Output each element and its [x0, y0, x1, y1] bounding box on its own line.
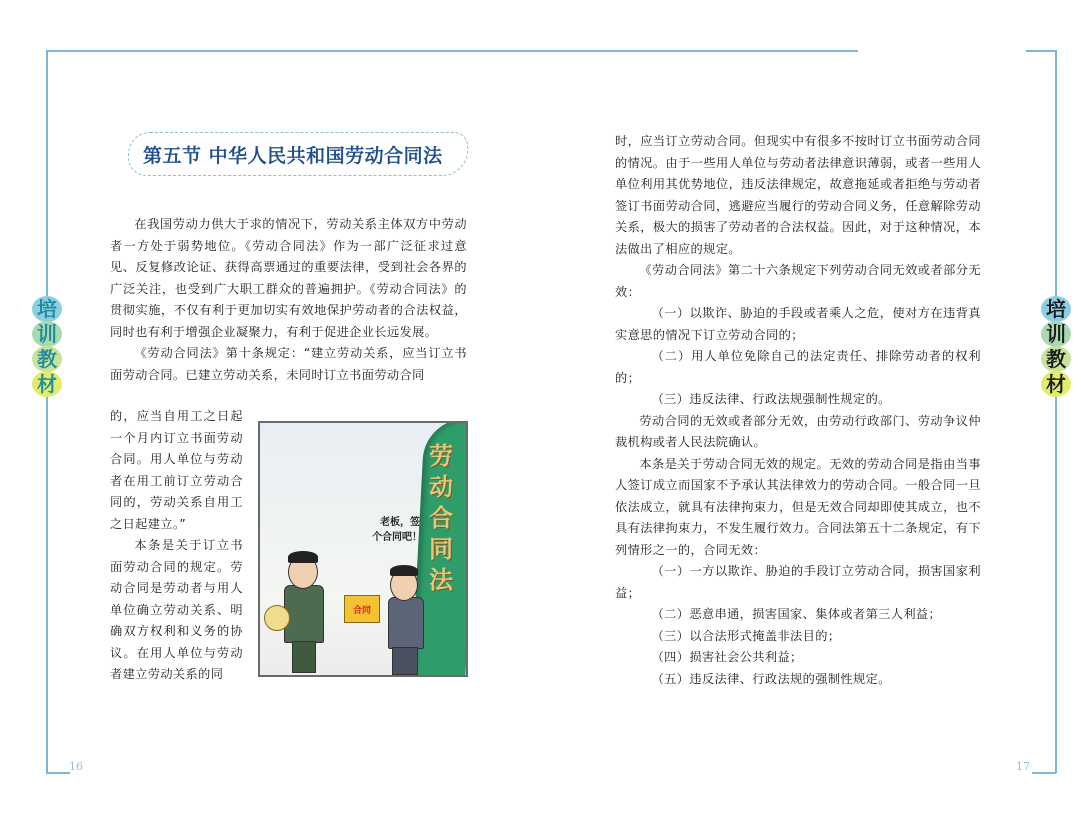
side-tab-char: 材 — [1041, 371, 1071, 397]
narrow-column-block — [110, 406, 243, 686]
frame-top-right-corner — [1026, 50, 1056, 52]
right-page-text — [615, 131, 981, 690]
frame-bottom-left-corner — [46, 772, 70, 774]
article26-intro: 《劳动合同法》第二十六条规定下列劳动合同无效或者部分无效： — [615, 263, 981, 299]
frame-top-line — [46, 50, 858, 52]
side-tab-right — [1041, 296, 1071, 396]
commentary-paragraph: 本条是关于订立书面劳动合同的规定。劳动合同是劳动者与用人单位确立劳动关系、明确双方权利和义务的协议。在用人单位与劳动者建立劳动关系的同 — [110, 538, 243, 681]
article10-paragraph: 《劳动合同法》第十条规定：“建立劳动关系，应当订立书面劳动合同。已建立劳动关系，未同时订立书面劳动合同 — [110, 346, 467, 382]
side-tab-char: 培 — [1041, 296, 1071, 322]
side-tab-char: 材 — [32, 371, 62, 397]
page-number-left: 16 — [69, 760, 83, 773]
side-tab-char: 教 — [1041, 346, 1071, 372]
section-title: 第五节 中华人民共和国劳动合同法 — [143, 144, 443, 167]
side-tab-char: 教 — [32, 346, 62, 372]
intro-paragraph-block — [110, 214, 467, 386]
intro-paragraph: 在我国劳动力供大于求的情况下，劳动关系主体双方中劳动者一方处于弱势地位。《劳动合同法》作为一部广泛征求过意见、反复修改论证、获得高票通过的重要法律，受到社会各界的广泛关注，也受到广大职工群众的普遍拥护。《劳动合同法》的贯彻实施，不仅有利于更加切实有效地保护劳动者的合法权益，同时也有利于增强企业凝聚力，有利于促进企业长远发展。 — [110, 217, 467, 339]
contract-document-icon: 合同 — [344, 595, 380, 623]
article52-item-4: （四）损害社会公共利益； — [651, 650, 803, 664]
side-tab-left — [32, 296, 62, 396]
side-tab-char: 训 — [32, 321, 62, 347]
frame-bottom-right-corner — [1032, 772, 1056, 774]
article52-item-3: （三）以合法形式掩盖非法目的； — [651, 628, 841, 643]
page-number-right: 17 — [1016, 760, 1030, 773]
speech-line-2: 个合同吧！ — [372, 532, 422, 543]
clock-icon — [264, 605, 290, 631]
article10-continuation: 的，应当自用工之日起一个月内订立书面劳动合同。用人单位与劳动者在用工前订立劳动合同的，劳动关系自用工之日起建立。” — [110, 409, 243, 531]
article26-item-2: （二）用人单位免除自己的法定责任、排除劳动者的权利的； — [615, 349, 981, 385]
commentary-paragraph-right: 本条是关于劳动合同无效的规定。无效的劳动合同是指由当事人签订成立而国家不予承认其法律效力的劳动合同。一般合同一旦依法成立，就具有法律拘束力，但是无效合同却即使其成立，也不具有法律拘束力，不发生履行效力。合同法第五十二条规定，有下列情形之一的，合同无效： — [615, 456, 981, 557]
speech-bubble — [372, 515, 422, 545]
article26-item-3: （三）违反法律、行政法规强制性规定的。 — [651, 392, 891, 406]
continuation-paragraph: 时，应当订立劳动合同。但现实中有很多不按时订立书面劳动合同的情况。由于一些用人单位与劳动者法律意识薄弱，或者一些用人单位利用其优势地位，违反法律规定，故意拖延或者拒绝与劳动者签订书面劳动合同，逃避应当履行的劳动合同义务，任意解除劳动关系，极大的损害了劳动者的合法权益。因此，对于这种情况，本法做出了相应的规定。 — [615, 134, 981, 256]
speech-line-1: 老板，签 — [380, 517, 420, 528]
frame-left-line — [46, 50, 48, 773]
section-title-box — [128, 132, 468, 176]
side-tab-char: 培 — [32, 296, 62, 322]
article52-item-1: （一）一方以欺诈、胁迫的手段订立劳动合同，损害国家利益； — [615, 564, 981, 600]
banner-text: 劳动合同法 — [429, 442, 453, 594]
article52-item-2: （二）恶意串通，损害国家、集体或者第三人利益； — [651, 607, 942, 621]
article52-item-5: （五）违反法律、行政法规的强制性规定。 — [651, 671, 891, 686]
confirmation-paragraph: 劳动合同的无效或者部分无效，由劳动行政部门、劳动争议仲裁机构或者人民法院确认。 — [615, 413, 981, 449]
cartoon-illustration — [258, 421, 468, 677]
frame-right-line — [1055, 50, 1057, 773]
article26-item-1: （一）以欺诈、胁迫的手段或者乘人之危，使对方在违背真实意思的情况下订立劳动合同的； — [615, 306, 981, 342]
side-tab-char: 训 — [1041, 321, 1071, 347]
